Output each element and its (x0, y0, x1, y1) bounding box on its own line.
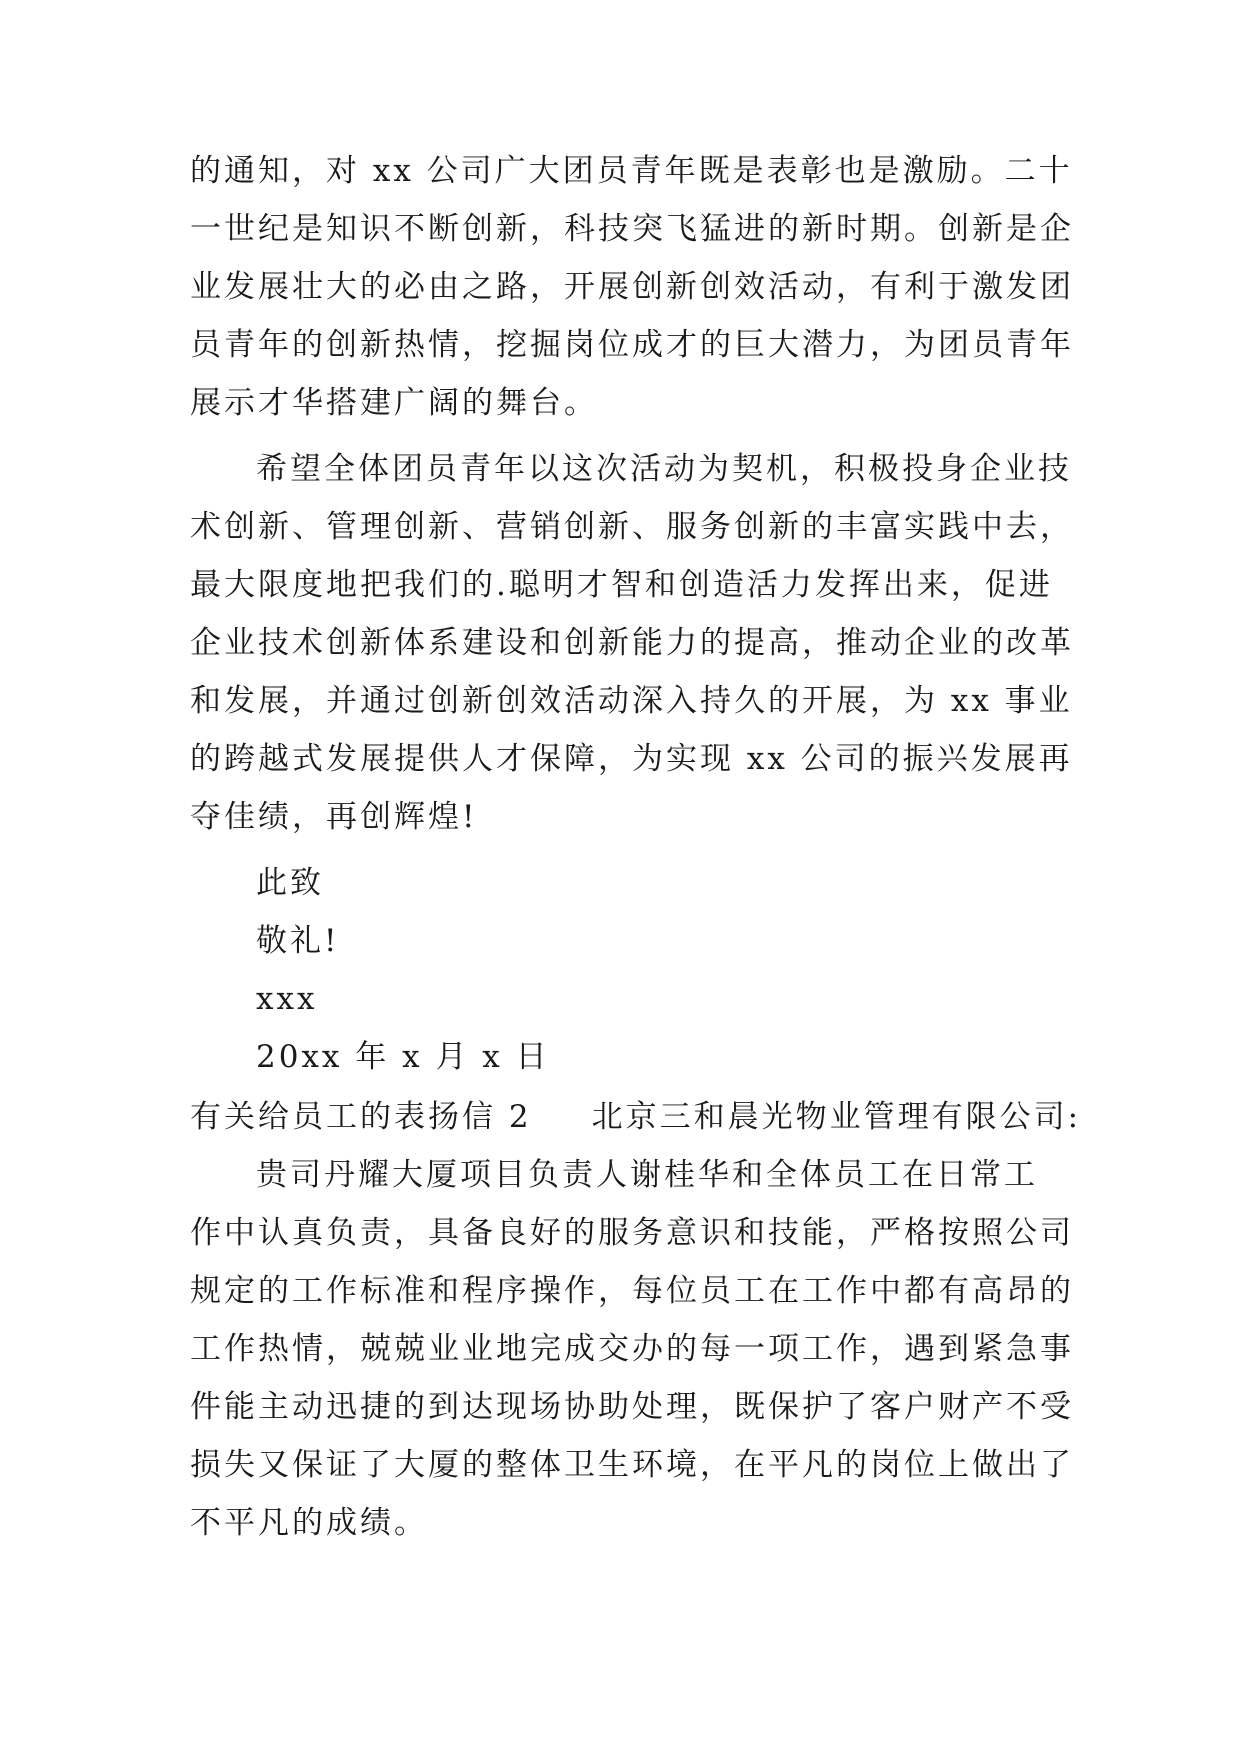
paragraph-2 (190, 440, 1074, 846)
paragraph-2-line: 最大限度地把我们的.聪明才智和创造活力发挥出来，促进 (190, 567, 1053, 603)
paragraph-3-line: 规定的工作标准和程序操作，每位员工在工作中都有高昂的 (190, 1273, 1074, 1309)
paragraph-2-line: 的跨越式发展提供人才保障，为实现 xx 公司的振兴发展再 (190, 741, 1073, 777)
signature-text: xxx (256, 981, 318, 1017)
section-2-heading-line (190, 1088, 1090, 1146)
paragraph-1-line: 一世纪是知识不断创新，科技突飞猛进的新时期。创新是企 (190, 211, 1074, 247)
paragraph-2-line: 希望全体团员青年以这次活动为契机，积极投身企业技 (256, 451, 1072, 487)
paragraph-2-line: 企业技术创新体系建设和创新能力的提高，推动企业的改革 (190, 625, 1074, 661)
paragraph-3-line: 贵司丹耀大厦项目负责人谢桂华和全体员工在日常工 (256, 1157, 1038, 1193)
section-2-heading (190, 1088, 1090, 1146)
letter-closing-block (190, 854, 1070, 1086)
paragraph-2-line: 和发展，并通过创新创效活动深入持久的开展，为 xx 事业 (190, 683, 1073, 719)
paragraph-3-line: 作中认真负责，具备良好的服务意识和技能，严格按照公司 (190, 1215, 1074, 1251)
date-text: 20xx 年 x 月 x 日 (256, 1039, 550, 1075)
section-2-title: 有关给员工的表扬信 2 (190, 1099, 532, 1135)
section-2-recipient: 北京三和晨光物业管理有限公司: (591, 1099, 1082, 1135)
paragraph-3-line: 不平凡的成绩。 (190, 1505, 428, 1541)
paragraph-1-line: 展示才华搭建广阔的舞台。 (190, 385, 598, 421)
paragraph-1-line: 员青年的创新热情，挖掘岗位成才的巨大潜力，为团员青年 (190, 327, 1074, 363)
paragraph-2-line: 术创新、管理创新、营销创新、服务创新的丰富实践中去， (190, 509, 1074, 545)
paragraph-3-line: 损失又保证了大厦的整体卫生环境，在平凡的岗位上做出了 (190, 1447, 1074, 1483)
closing-text: 此致 (256, 865, 324, 901)
paragraph-3-line: 件能主动迅捷的到达现场协助处理，既保护了客户财产不受 (190, 1389, 1074, 1425)
salute-text: 敬礼! (256, 923, 340, 959)
paragraph-3-line: 工作热情，兢兢业业地完成交办的每一项工作，遇到紧急事 (190, 1331, 1074, 1367)
paragraph-1-line: 的通知，对 xx 公司广大团员青年既是表彰也是激励。二十 (190, 153, 1073, 189)
paragraph-3 (190, 1146, 1074, 1552)
paragraph-1 (190, 142, 1074, 432)
paragraph-1-line: 业发展壮大的必由之路，开展创新创效活动，有利于激发团 (190, 269, 1074, 305)
paragraph-2-line: 夺佳绩，再创辉煌! (190, 799, 478, 835)
